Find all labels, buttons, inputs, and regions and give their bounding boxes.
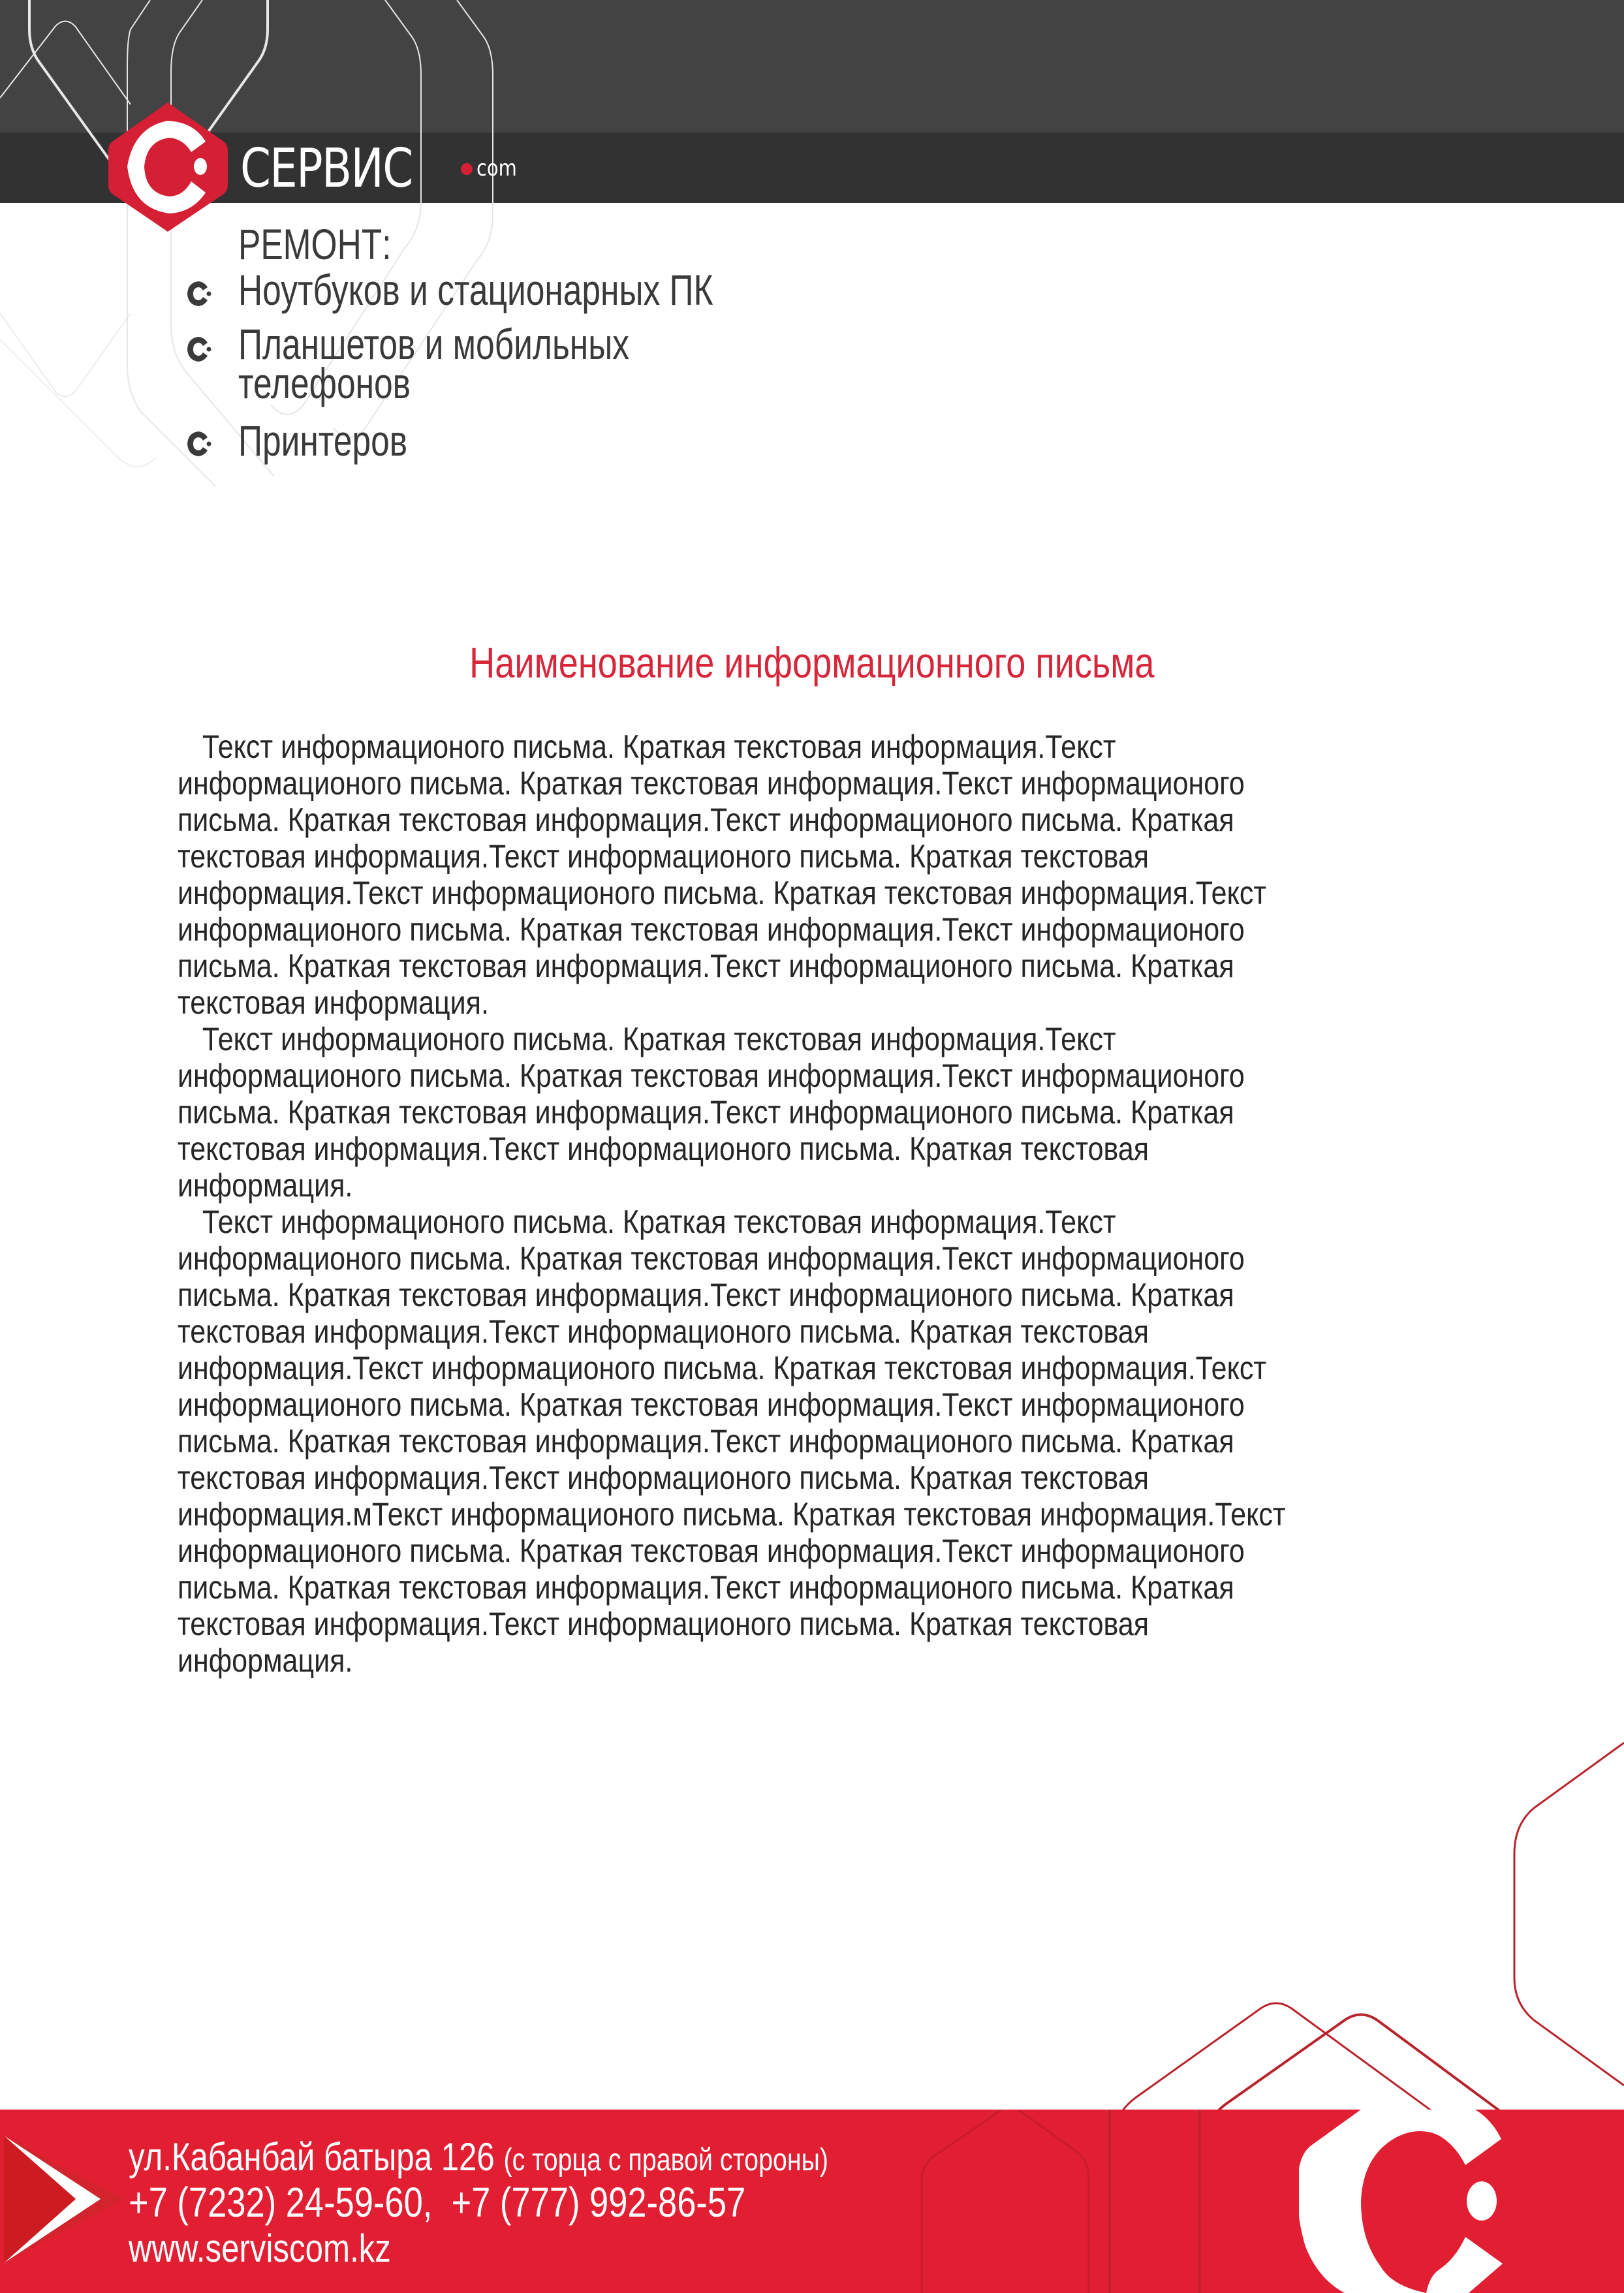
text-line: информационого письма. Краткая текстовая информация.Текст информационого [178,765,1245,802]
footer-address [129,2134,982,2183]
text-line: текстовая информация.Текст информационого письма. Краткая текстовая [178,1313,1149,1350]
text-line: информационого письма. Краткая текстовая информация.Текст информационого [178,1240,1245,1277]
service-item: Ноутбуков и стационарных ПК [238,266,713,314]
c-bullet-icon [184,277,217,310]
text-line: информация.Текст информационого письма. Краткая текстовая информация.Текст [178,875,1267,911]
text-line: информационого письма. Краткая текстовая информация.Текст информационого [178,911,1245,948]
paragraph [178,1204,1548,1679]
text-line: письма. Краткая текстовая информация.Текст информационого письма. Краткая [178,1277,1234,1313]
text-line: информационого письма. Краткая текстовая информация.Текст информационого [178,1057,1245,1094]
c-logo-icon [108,101,228,233]
letter-body [178,728,1548,1679]
footer-website-link[interactable]: www.serviscom.kz [129,2226,391,2270]
address-note: (с торца с правой стороны) [503,2143,828,2177]
text-line: письма. Краткая текстовая информация.Текст информационого письма. Краткая [178,1094,1234,1131]
text-line: информационого письма. Краткая текстовая информация.Текст информационого [178,1386,1245,1423]
text-line: Текст информационого письма. Краткая текстовая информация.Текст [202,728,1116,765]
footer-phones[interactable]: +7 (7232) 24-59-60, +7 (777) 992-86-57 [129,2179,746,2226]
brand-dot [461,163,473,175]
c-bullet-icon [184,428,217,460]
brand-suffix: com [476,155,517,181]
text-line: текстовая информация.Текст информационого письма. Краткая текстовая [178,1131,1149,1167]
text-line: письма. Краткая текстовая информация.Текст информационого письма. Краткая [178,948,1234,984]
text-line: текстовая информация.Текст информационого письма. Краткая текстовая [178,838,1149,875]
text-line: текстовая информация.Текст информационого письма. Краткая текстовая [178,1606,1149,1642]
c-logo-icon [1299,2110,1560,2293]
services-title: РЕМОНТ: [238,220,392,268]
service-item-continuation: телефонов [238,359,411,407]
text-line: информация.мТекст информационого письма. Краткая текстовая информация.Текст [178,1496,1286,1533]
text-line: текстовая информация.Текст информационого письма. Краткая текстовая [178,1459,1149,1496]
text-line: письма. Краткая текстовая информация.Текст информационого письма. Краткая [178,802,1234,838]
service-item: Принтеров [238,416,408,465]
text-line: письма. Краткая текстовая информация.Текст информационого письма. Краткая [178,1569,1234,1606]
service-item: Планшетов и мобильных [238,320,629,368]
address-street: ул.Кабанбай батыра 126 [129,2135,495,2179]
text-line: письма. Краткая текстовая информация.Текст информационого письма. Краткая [178,1423,1234,1459]
text-line: текстовая информация. [178,984,489,1021]
text-line: Текст информационого письма. Краткая текстовая информация.Текст [202,1021,1116,1057]
brand-wordmark [240,140,450,198]
text-line: информация. [178,1167,353,1204]
brand-name: СЕРВИС [240,138,413,200]
letter-title: Наименование информационного письма [469,638,1155,687]
text-line: информация.Текст информационого письма. Краткая текстовая информация.Текст [178,1350,1267,1386]
text-line: информация. [178,1642,353,1679]
text-line: информационого письма. Краткая текстовая информация.Текст информационого [178,1533,1245,1569]
c-bullet-icon [184,333,217,366]
paragraph [178,1021,1548,1204]
text-line: Текст информационого письма. Краткая текстовая информация.Текст [202,1204,1116,1240]
paragraph [178,728,1548,1021]
arrow-right-icon [3,2136,127,2266]
